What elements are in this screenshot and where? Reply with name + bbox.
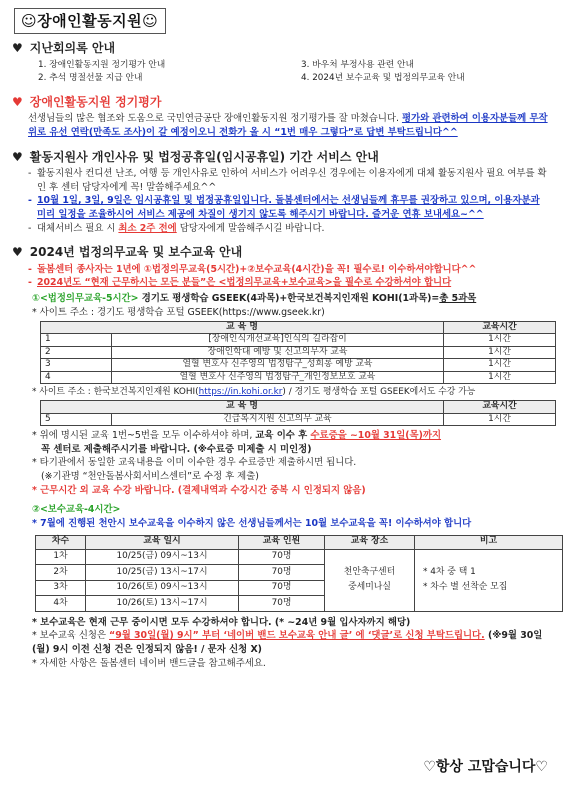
- note-line: * 차수 별 선착순 모집: [423, 582, 508, 593]
- session-number: 3차: [36, 580, 86, 596]
- site-address-kohi: [32, 386, 550, 399]
- deadline-text: 수료증을 ~10월 31일(목)까지: [310, 430, 442, 441]
- text: (※9월 30일(월) 9시 이전 신청 건은 인정되지 않음! / 문자 신청 X): [32, 630, 543, 655]
- row-number: 5: [41, 413, 112, 426]
- total-courses: 총 5과목: [439, 293, 477, 304]
- refresher-education-heading: [32, 504, 550, 517]
- refresher-schedule-table: [35, 535, 563, 612]
- note-band-reference: * 자세한 사항은 돌봄센터 네이버 밴드글을 참고해주세요.: [32, 657, 266, 669]
- heart-icon: ♥: [12, 40, 23, 55]
- session-number: 1차: [36, 549, 86, 565]
- column-header: 교육시간: [444, 401, 556, 414]
- session-number: 4차: [36, 596, 86, 612]
- text: * 위에 명시된 교육 1번~5번을 모두 이수하셔야 하며,: [32, 430, 256, 441]
- section-holiday-service: [12, 149, 550, 166]
- closing-message: ♡항상 고맙습니다♡: [423, 759, 548, 775]
- session-datetime: 10/26(토) 09시~13시: [86, 580, 239, 596]
- session-capacity: 70명: [239, 596, 325, 612]
- refresher-requirement: * 7월에 진행된 천안시 보수교육을 이수하지 않은 선생님들께서는 10월 보수교육을 꼭! 이수하셔야 합니다: [32, 518, 472, 530]
- sub-heading: ①<법정의무교육-5시간>: [32, 293, 139, 304]
- column-header: 교 육 명: [41, 321, 444, 334]
- heart-icon: ♥: [12, 245, 23, 260]
- session-datetime: 10/25(금) 13시~17시: [86, 565, 239, 581]
- list-item: - 돌봄센터 종사자는 1년에 ①법정의무교육(5시간)+②보수교육(4시간)을 꼭! 필수로! 이수하셔야합니다^^: [28, 263, 550, 277]
- table-header-row: [41, 401, 556, 414]
- text: 대체서비스 필요 시: [37, 222, 119, 234]
- column-header: 교 육 명: [41, 401, 444, 414]
- evaluation-paragraph: [28, 112, 550, 139]
- table-header-row: [36, 535, 563, 549]
- course-name: 열혈 변호사 신주영의 법정탐구_개인정보보호 교육: [112, 371, 444, 384]
- table-row: [41, 371, 556, 384]
- emphasis-text: 평가와 관련하여 이용자분들께 무작위로 유선 연락(만족도 조사)이 갈 예정이오니 전화가 올 시 “1번 매우 그렇다”로 답변 부탁드립니다^^: [28, 113, 548, 138]
- session-number: 2차: [36, 565, 86, 581]
- list-item: 1. 장애인활동지원 정기평가 안내: [38, 60, 166, 71]
- education-list: [28, 263, 550, 290]
- application-deadline: “9월 30일(월) 9시” 부터 ‘네이버 밴드 보수교육 안내 글’ 에 ‘댓글’로 신청 부탁드립니다.: [109, 630, 485, 642]
- session-note: [415, 549, 563, 611]
- section-heading: 장애인활동지원 정기평가: [29, 94, 162, 109]
- minutes-list: [38, 59, 550, 85]
- list-item: [28, 222, 550, 236]
- course-name: [장애인식개선교육]인식의 길라잡이: [112, 334, 444, 347]
- emphasis-text: 교육 이수 후: [255, 430, 311, 441]
- session-capacity: 70명: [239, 565, 325, 581]
- red-heart-icon: ♥: [12, 94, 23, 109]
- gseek-course-table: [40, 321, 556, 385]
- place-line: 천안축구센터: [343, 567, 396, 578]
- list-item: 3. 바우처 부정사용 관련 안내: [301, 60, 415, 71]
- table-row: [41, 359, 556, 372]
- course-name: 긴급복지지원 신고의무 교육: [112, 413, 444, 426]
- note-all-staff: * 보수교육은 현재 근무 중이시면 모두 수강하셔야 합니다. (* ~24년 9월 입사자까지 해당): [32, 616, 411, 628]
- row-number: 4: [41, 371, 112, 384]
- note-line: * 4차 중 택 1: [423, 567, 476, 578]
- list-item: - 10월 1일, 3일, 9일은 임시공휴일 및 법정공휴일입니다. 돌봄센터에서는 선생님들께 휴무를 권장하고 있으며, 이용자분과 미리 일정을 조율하시어 서비스 제공에 차질이 생기지 않도록 해주시기 바랍니다. 즐거운 연휴 보내세요~^^: [28, 194, 550, 221]
- holiday-list: [28, 167, 550, 235]
- section-education: [12, 244, 550, 261]
- row-number: 2: [41, 346, 112, 359]
- sub-heading-text: 경기도 평생학습 GSEEK(4과목)+한국보건복지인재원 KOHI(1과목)=: [138, 293, 440, 304]
- list-item: - 활동지원사 컨디션 난조, 여행 등 개인사유로 인하여 서비스가 어려우신 경우에는 이용자에게 대체 활동지원사 필요 여부를 확인 후 센터 담당자에게 꼭! 말씀해주세요^^: [28, 167, 550, 194]
- heart-icon: ♥: [12, 149, 23, 164]
- title-box: [14, 8, 166, 34]
- column-header: 교육시간: [444, 321, 556, 334]
- section-heading: 활동지원사 개인사유 및 법정공휴일(임시공휴일) 기간 서비스 안내: [29, 149, 379, 164]
- note-other-agency: * 타기관에서 동일한 교육내용을 이미 이수한 경우 수료증만 제출하시면 됩니다.: [32, 457, 357, 469]
- note-application: [32, 629, 550, 656]
- session-datetime: 10/26(토) 13시~17시: [86, 596, 239, 612]
- row-number: 1: [41, 334, 112, 347]
- page-title: ☺장애인활동지원☺: [21, 12, 159, 30]
- course-hours: 1시간: [444, 359, 556, 372]
- section-previous-minutes: [12, 40, 550, 57]
- course-name: 열혈 변호사 신주영의 법정탐구_성희롱 예방 교육: [112, 359, 444, 372]
- sub-heading: ②<보수교육-4시간>: [32, 504, 121, 516]
- column-header: 교육 일시: [86, 535, 239, 549]
- list-item: 2. 추석 명절선물 지급 안내: [38, 72, 143, 83]
- table-row: [41, 346, 556, 359]
- table-row: [41, 413, 556, 426]
- course-hours: 1시간: [444, 346, 556, 359]
- table-row: [41, 334, 556, 347]
- section-heading: 지난회의록 안내: [29, 40, 116, 55]
- site-address-gseek: * 사이트 주소 : 경기도 평생학습 포털 GSEEK(https://www.gseek.kr): [32, 306, 325, 318]
- course-name: 장애인학대 예방 및 신고의무자 교육: [112, 346, 444, 359]
- list-item: - 2024년도 “현재 근무하시는 모든 분들”은 <법정의무교육+보수교육>을 필수로 수강하셔야 합니다: [28, 276, 550, 290]
- table-row: [36, 549, 563, 565]
- text: ) / 경기도 평생학습 포털 GSEEK에서도 수강 가능: [282, 387, 476, 398]
- row-number: 3: [41, 359, 112, 372]
- note-certificate: [32, 429, 550, 443]
- text: * 보수교육 신청은: [32, 630, 110, 642]
- column-header: 교육 인원: [239, 535, 325, 549]
- column-header: 차수: [36, 535, 86, 549]
- note-certificate-2: 꼭 센터로 제출해주시기를 바랍니다. (※수료증 미제출 시 미인정): [41, 443, 312, 455]
- course-hours: 1시간: [444, 371, 556, 384]
- place-line: 중세미나실: [348, 582, 391, 593]
- session-capacity: 70명: [239, 580, 325, 596]
- kohi-course-table: [40, 400, 556, 426]
- kohi-link[interactable]: https://in.kohi.or.kr: [198, 387, 283, 398]
- table-header-row: [41, 321, 556, 334]
- emphasis-text: 최소 2주 전에: [118, 222, 177, 234]
- note-working-hours: * 근무시간 외 교육 수강 바랍니다. (결제내역과 수강시간 중복 시 인정되지 않음): [32, 484, 366, 496]
- column-header: 교육 장소: [325, 535, 415, 549]
- column-header: 비고: [415, 535, 563, 549]
- session-capacity: 70명: [239, 549, 325, 565]
- section-evaluation: [12, 94, 550, 111]
- note-agency-name: (※기관명 “천안돌봄사회서비스센터”로 수정 후 제출): [41, 470, 259, 482]
- session-datetime: 10/25(금) 09시~13시: [86, 549, 239, 565]
- text: 담당자에게 말씀해주시길 바랍니다.: [176, 222, 325, 234]
- mandatory-education-heading: [32, 293, 550, 306]
- course-hours: 1시간: [444, 413, 556, 426]
- session-place: [325, 549, 415, 611]
- text: * 사이트 주소 : 한국보건복지인재원 KOHI(: [32, 387, 199, 398]
- course-hours: 1시간: [444, 334, 556, 347]
- list-item: 4. 2024년 보수교육 및 법정의무교육 안내: [301, 72, 465, 83]
- paragraph-text: 선생님들의 많은 협조와 도움으로 국민연금공단 장애인활동지원 정기평가를 잘 마쳤습니다.: [28, 113, 402, 125]
- section-heading: 2024년 법정의무교육 및 보수교육 안내: [29, 245, 243, 260]
